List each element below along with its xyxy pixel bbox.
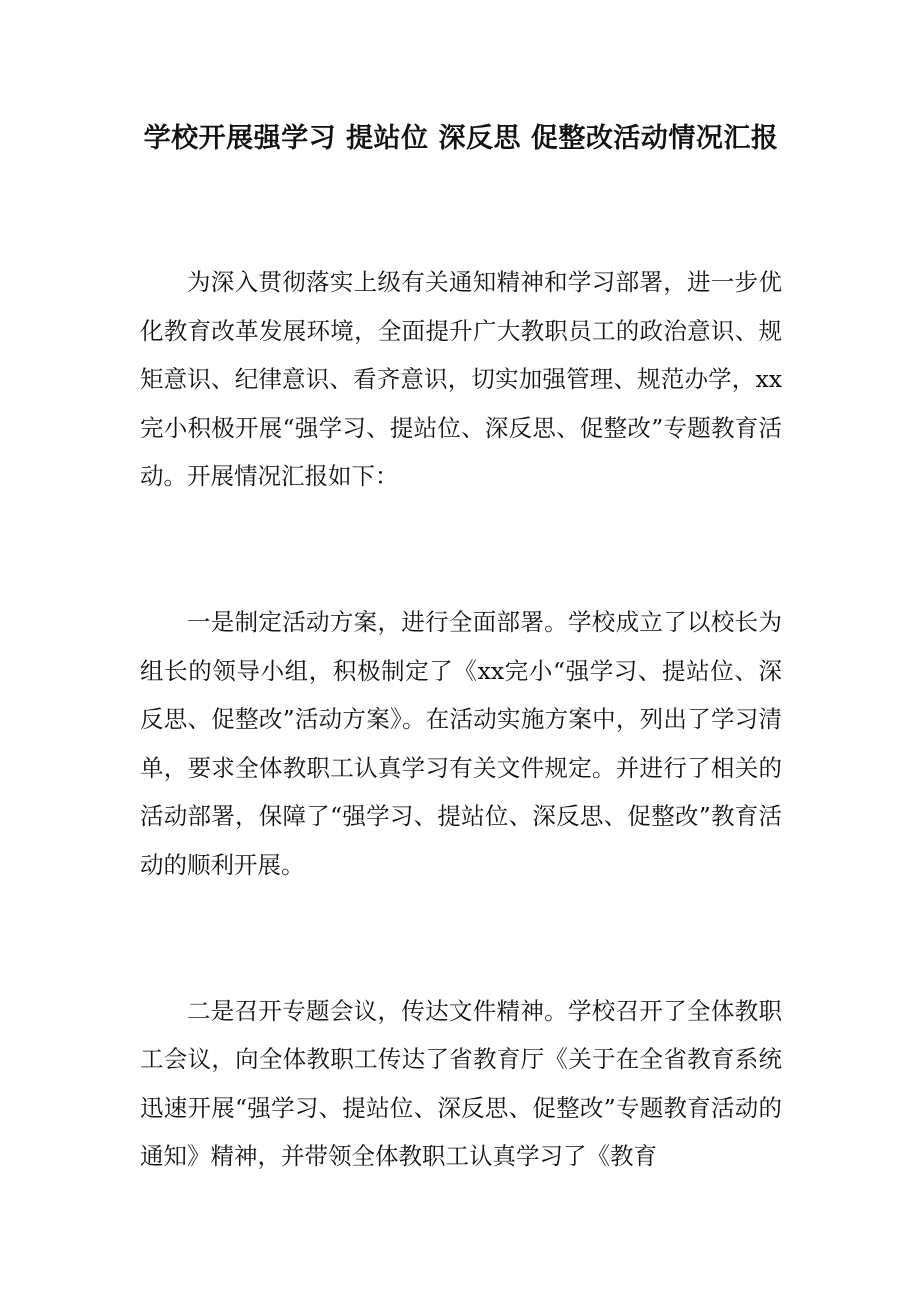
document-title: 学校开展强学习 提站位 深反思 促整改活动情况汇报: [143, 123, 779, 154]
paragraph-point-two: 二是召开专题会议，传达文件精神。学校召开了全体教职工会议，向全体教职工传达了省教育厅《关于在全省教育系统迅速开展“强学习、提站位、深反思、促整改”专题教育活动的通知》精神，并带领全体教职工认真学习了《教育: [140, 996, 782, 1171]
paragraph-intro: 为深入贯彻落实上级有关通知精神和学习部署，进一步优化教育改革发展环境，全面提升广大教职员工的政治意识、规矩意识、纪律意识、看齐意识，切实加强管理、规范办学，xx完小积极开展“强学习、提站位、深反思、促整改”专题教育活动。开展情况汇报如下：: [140, 268, 782, 491]
paragraph-point-one: 一是制定活动方案，进行全面部署。学校成立了以校长为组长的领导小组，积极制定了《xx完小“强学习、提站位、深反思、促整改”活动方案》。在活动实施方案中，列出了学习清单，要求全体教职工认真学习有关文件规定。并进行了相关的活动部署，保障了“强学习、提站位、深反思、促整改”教育活动的顺利开展。: [140, 607, 782, 879]
